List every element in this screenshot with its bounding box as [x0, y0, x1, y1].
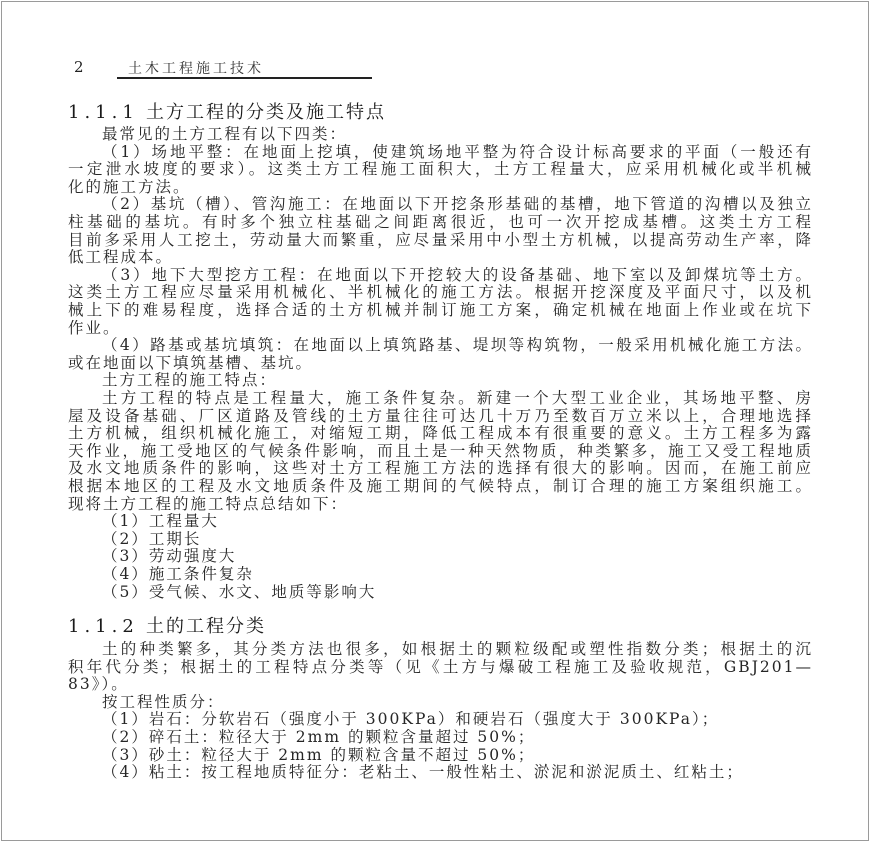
text-line: （1）岩石：分软岩石（强度小于 300KPa）和硬岩石（强度大于 300KPa）；	[102, 710, 720, 729]
text-line: 屋及设备基础、厂区道路及管线的土方量往往可达几十万乃至数百万立米以上，合理地选择	[68, 406, 813, 425]
text-line: 天作业，施工受地区的气候条件影响，而且土是一种天然物质，种类繁多，施工又受工程地质	[68, 441, 813, 460]
section-title: 土方工程的分类及施工特点	[146, 102, 386, 123]
text-line: 土的种类繁多，其分类方法也很多，如根据土的颗粒级配或塑性指数分类；根据土的沉	[102, 640, 813, 658]
text-line: 一定泄水坡度的要求）。这类土方工程施工面积大，土方工程量大，应采用机械化或半机械	[68, 160, 813, 179]
text-line: 柱基础的基坑。有时多个独立柱基础之间距离很近，也可一次开挖成基槽。这类土方工程	[68, 213, 813, 231]
text-line: 作业。	[68, 318, 121, 337]
text-line: 化的施工方法。	[68, 177, 191, 196]
text-line: （4）路基或基坑填筑：在地面以上填筑路基、堤坝等构筑物，一般采用机械化施工方法。	[102, 336, 813, 355]
section-number: 1.1.1	[68, 102, 139, 123]
text-line: 土方工程的施工特点：	[102, 371, 278, 390]
text-line: （2）工期长	[102, 529, 202, 548]
section-heading	[68, 612, 266, 638]
text-line: （3）劳动强度大	[102, 547, 237, 566]
text-line: （2）碎石土：粒径大于 2mm 的颗粒含量超过 50%；	[102, 728, 536, 746]
text-line: （5）受气候、水文、地质等影响大	[102, 582, 377, 601]
text-line: 土方机械，组织机械化施工，对缩短工期，降低工程成本有很重要的意义。土方工程多为露	[68, 424, 813, 443]
text-line: 这类土方工程应尽量采用机械化、半机械化的施工方法。根据开挖深度及平面尺寸，以及机	[68, 283, 813, 302]
page-number: 2	[74, 58, 84, 76]
text-line: （3）地下大型挖方工程：在地面以下开挖较大的设备基础、地下室以及卸煤坑等土方。	[102, 265, 813, 284]
text-line: （3）砂土：粒径大于 2mm 的颗粒含量不超过 50%；	[102, 745, 536, 764]
text-line: 按工程性质分：	[102, 692, 225, 711]
text-line: 积年代分类；根据土的工程特点分类等（见《土方与爆破工程施工及验收规范，GBJ201—	[68, 657, 813, 676]
text-line: 根据本地区的工程及水文地质条件及施工期间的气候特点，制订合理的施工方案组织施工。	[68, 477, 813, 495]
text-line: （4）粘土：按工程地质特征分：老粘土、一般性粘土、淤泥和淤泥质土、红粘土；	[102, 763, 744, 782]
section-title: 土的工程分类	[146, 616, 266, 637]
section-number: 1.1.2	[68, 616, 139, 637]
text-line: 及水文地质条件的影响，这些对土方工程施工方法的选择有很大的影响。因而，在施工前应	[68, 459, 813, 478]
section-heading	[68, 98, 386, 124]
text-line: 最常见的土方工程有以下四类：	[102, 125, 348, 143]
text-line: 低工程成本。	[68, 248, 174, 267]
text-line: 83》）。	[68, 675, 129, 694]
text-line: （1）工程量大	[102, 512, 219, 531]
text-line: 土方工程的特点是工程量大，施工条件复杂。新建一个大型工业企业，其场地平整、房	[102, 389, 813, 407]
text-line: 械上下的难易程度，选择合适的土方机械并制订施工方案，确定机械在地面上作业或在坑下	[68, 301, 813, 319]
text-line: （4）施工条件复杂	[102, 565, 254, 583]
text-line: 目前多采用人工挖土，劳动量大而繁重，应尽量采用中小型土方机械，以提高劳动生产率，降	[68, 230, 813, 249]
text-line: 现将土方工程的施工特点总结如下：	[68, 494, 349, 513]
running-title: 土木工程施工技术	[128, 61, 264, 77]
text-line: 或在地面以下填筑基槽、基坑。	[68, 353, 314, 372]
text-line: （2）基坑（槽）、管沟施工：在地面以下开挖条形基础的基槽，地下管道的沟槽以及独立	[102, 195, 813, 214]
text-line: （1）场地平整：在地面上挖填，使建筑场地平整为符合设计标高要求的平面（一般还有	[102, 142, 813, 161]
header-rule	[117, 77, 372, 79]
